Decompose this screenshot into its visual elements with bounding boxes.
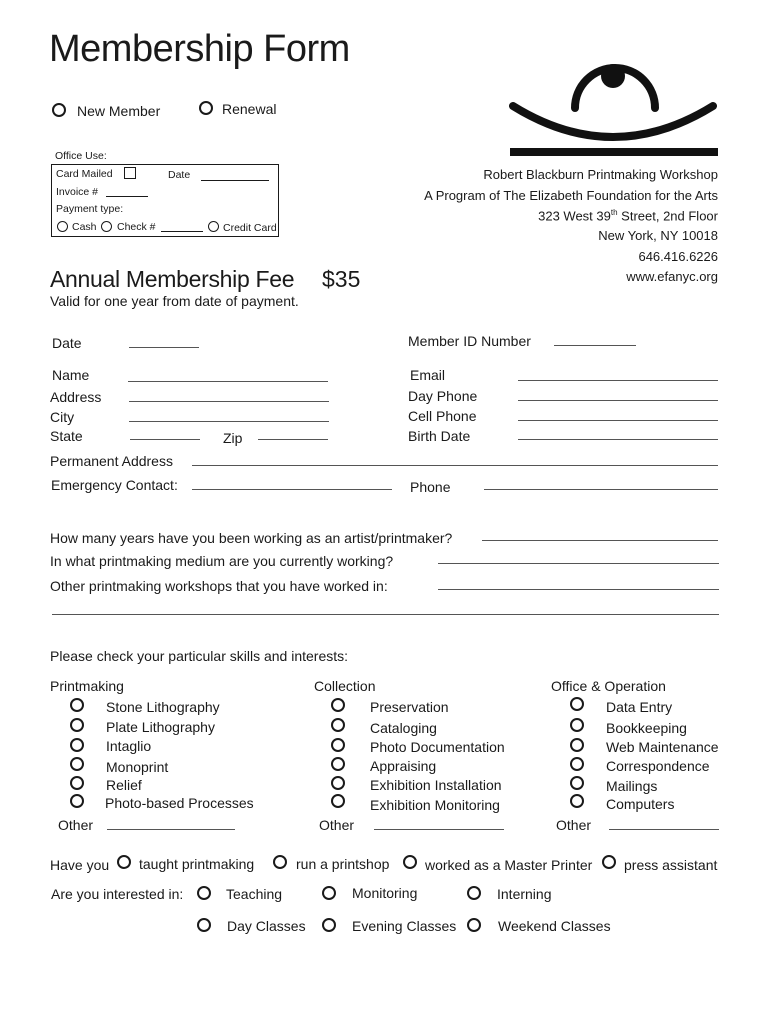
intaglio-radio[interactable]: [70, 738, 84, 752]
org-website[interactable]: www.efanyc.org: [626, 269, 718, 284]
zip-field[interactable]: [258, 439, 328, 440]
org-city: New York, NY 10018: [598, 228, 718, 243]
cash-label: Cash: [72, 221, 97, 233]
renewal-label: Renewal: [222, 101, 277, 117]
renewal-radio[interactable]: [199, 101, 213, 115]
fee-label: Annual Membership Fee: [50, 266, 295, 292]
monitoring-radio[interactable]: [322, 886, 336, 900]
taught-printmaking-label: taught printmaking: [139, 856, 255, 872]
photo-documentation-label: Photo Documentation: [370, 739, 505, 755]
collection-other-label: Other: [319, 817, 355, 833]
org-program: A Program of The Elizabeth Foundation for the Arts: [424, 188, 718, 203]
computers-radio[interactable]: [570, 794, 584, 808]
day-phone-field[interactable]: [518, 400, 718, 401]
date-field[interactable]: [129, 347, 199, 348]
permanent-address-field[interactable]: [192, 465, 718, 466]
exhibition-installation-label: Exhibition Installation: [370, 777, 502, 793]
years-question: How many years have you been working as an artist/printmaker?: [50, 530, 453, 546]
city-label: City: [50, 409, 75, 425]
bookkeeping-radio[interactable]: [570, 718, 584, 732]
city-field[interactable]: [129, 421, 329, 422]
office-operation-title: Office & Operation: [551, 678, 666, 694]
cash-radio[interactable]: [57, 221, 68, 232]
check-radio[interactable]: [101, 221, 112, 232]
new-member-label: New Member: [77, 103, 161, 119]
plate-lithography-radio[interactable]: [70, 718, 84, 732]
payment-type-label: Payment type:: [56, 203, 124, 215]
check-number-field[interactable]: [161, 231, 203, 232]
intaglio-label: Intaglio: [106, 738, 152, 754]
day-phone-label: Day Phone: [408, 388, 478, 404]
appraising-radio[interactable]: [331, 757, 345, 771]
correspondence-label: Correspondence: [606, 758, 710, 774]
address-field[interactable]: [129, 401, 329, 402]
fee-amount: $35: [322, 266, 361, 292]
stone-lithography-radio[interactable]: [70, 698, 84, 712]
logo: [505, 28, 719, 160]
data-entry-label: Data Entry: [606, 699, 673, 715]
office-date-label: Date: [168, 169, 191, 181]
stone-lithography-label: Stone Lithography: [106, 699, 220, 715]
org-name: Robert Blackburn Printmaking Workshop: [483, 167, 718, 182]
plate-lithography-label: Plate Lithography: [106, 719, 215, 735]
birth-date-field[interactable]: [518, 439, 718, 440]
phone-field[interactable]: [484, 489, 718, 490]
monitoring-label: Monitoring: [352, 885, 418, 901]
exhibition-installation-radio[interactable]: [331, 776, 345, 790]
collection-other-field[interactable]: [374, 829, 504, 830]
office-other-field[interactable]: [609, 829, 719, 830]
office-date-field[interactable]: [201, 180, 269, 181]
have-you-label: Have you: [50, 857, 110, 873]
taught-printmaking-radio[interactable]: [117, 855, 131, 869]
press-assistant-radio[interactable]: [602, 855, 616, 869]
birth-date-label: Birth Date: [408, 428, 471, 444]
bookkeeping-label: Bookkeeping: [606, 720, 687, 736]
org-street: 323 West 39th Street, 2nd Floor: [538, 208, 718, 224]
workshops-field-extra[interactable]: [52, 614, 719, 615]
years-field[interactable]: [482, 540, 718, 541]
relief-radio[interactable]: [70, 776, 84, 790]
relief-label: Relief: [106, 777, 142, 793]
emergency-contact-field[interactable]: [192, 489, 392, 490]
run-printshop-radio[interactable]: [273, 855, 287, 869]
medium-field[interactable]: [438, 563, 719, 564]
evening-classes-radio[interactable]: [322, 918, 336, 932]
credit-card-label: Credit Card: [223, 222, 277, 234]
interested-label: Are you interested in:: [51, 886, 184, 902]
monoprint-label: Monoprint: [106, 759, 169, 775]
cell-phone-field[interactable]: [518, 420, 718, 421]
teaching-radio[interactable]: [197, 886, 211, 900]
name-field[interactable]: [128, 381, 328, 382]
mailings-radio[interactable]: [570, 776, 584, 790]
medium-question: In what printmaking medium are you currently working?: [50, 553, 394, 569]
form-title: Membership Form: [49, 28, 350, 70]
master-printer-radio[interactable]: [403, 855, 417, 869]
org-phone: 646.416.6226: [638, 249, 718, 264]
email-field[interactable]: [518, 380, 718, 381]
exhibition-monitoring-label: Exhibition Monitoring: [370, 797, 500, 813]
email-label: Email: [410, 367, 446, 383]
date-label: Date: [52, 335, 82, 351]
invoice-label: Invoice #: [56, 186, 99, 198]
fee-note: Valid for one year from date of payment.: [50, 293, 299, 309]
printmaking-other-field[interactable]: [107, 829, 235, 830]
teaching-label: Teaching: [226, 886, 283, 902]
photo-based-label: Photo-based Processes: [105, 795, 254, 811]
monoprint-radio[interactable]: [70, 757, 84, 771]
printmaking-other-label: Other: [58, 817, 94, 833]
printmaking-title: Printmaking: [50, 678, 124, 694]
address-label: Address: [50, 389, 102, 405]
card-mailed-label: Card Mailed: [56, 168, 113, 180]
web-maintenance-label: Web Maintenance: [606, 739, 719, 755]
workshops-field[interactable]: [438, 589, 719, 590]
evening-classes-label: Evening Classes: [352, 918, 457, 934]
cataloging-label: Cataloging: [370, 720, 437, 736]
check-label: Check #: [117, 221, 156, 233]
correspondence-radio[interactable]: [570, 757, 584, 771]
data-entry-radio[interactable]: [570, 697, 584, 711]
emergency-contact-label: Emergency Contact:: [51, 477, 178, 493]
new-member-radio[interactable]: [52, 103, 66, 117]
cell-phone-label: Cell Phone: [408, 408, 477, 424]
workshops-question: Other printmaking workshops that you have worked in:: [50, 578, 388, 594]
web-maintenance-radio[interactable]: [570, 738, 584, 752]
card-mailed-checkbox[interactable]: [124, 167, 136, 179]
member-id-label: Member ID Number: [408, 333, 531, 349]
interning-radio[interactable]: [467, 886, 481, 900]
invoice-field[interactable]: [106, 196, 148, 197]
press-assistant-label: press assistant: [624, 857, 718, 873]
skills-heading: Please check your particular skills and interests:: [50, 648, 349, 664]
photo-documentation-radio[interactable]: [331, 738, 345, 752]
master-printer-label: worked as a Master Printer: [425, 857, 593, 873]
zip-label: Zip: [223, 430, 243, 446]
day-classes-label: Day Classes: [227, 918, 306, 934]
office-use-heading: Office Use:: [55, 150, 107, 162]
appraising-label: Appraising: [370, 758, 437, 774]
run-printshop-label: run a printshop: [296, 856, 390, 872]
collection-title: Collection: [314, 678, 376, 694]
state-label: State: [50, 428, 83, 444]
permanent-address-label: Permanent Address: [50, 453, 173, 469]
office-other-label: Other: [556, 817, 592, 833]
credit-card-radio[interactable]: [208, 221, 219, 232]
preservation-radio[interactable]: [331, 698, 345, 712]
name-label: Name: [52, 367, 90, 383]
interning-label: Interning: [497, 886, 552, 902]
mailings-label: Mailings: [606, 778, 658, 794]
preservation-label: Preservation: [370, 699, 449, 715]
cataloging-radio[interactable]: [331, 718, 345, 732]
member-id-field[interactable]: [554, 345, 636, 346]
photo-based-radio[interactable]: [70, 794, 84, 808]
state-field[interactable]: [130, 439, 200, 440]
day-classes-radio[interactable]: [197, 918, 211, 932]
weekend-classes-radio[interactable]: [467, 918, 481, 932]
weekend-classes-label: Weekend Classes: [498, 918, 611, 934]
phone-label: Phone: [410, 479, 451, 495]
exhibition-monitoring-radio[interactable]: [331, 794, 345, 808]
computers-label: Computers: [606, 796, 675, 812]
